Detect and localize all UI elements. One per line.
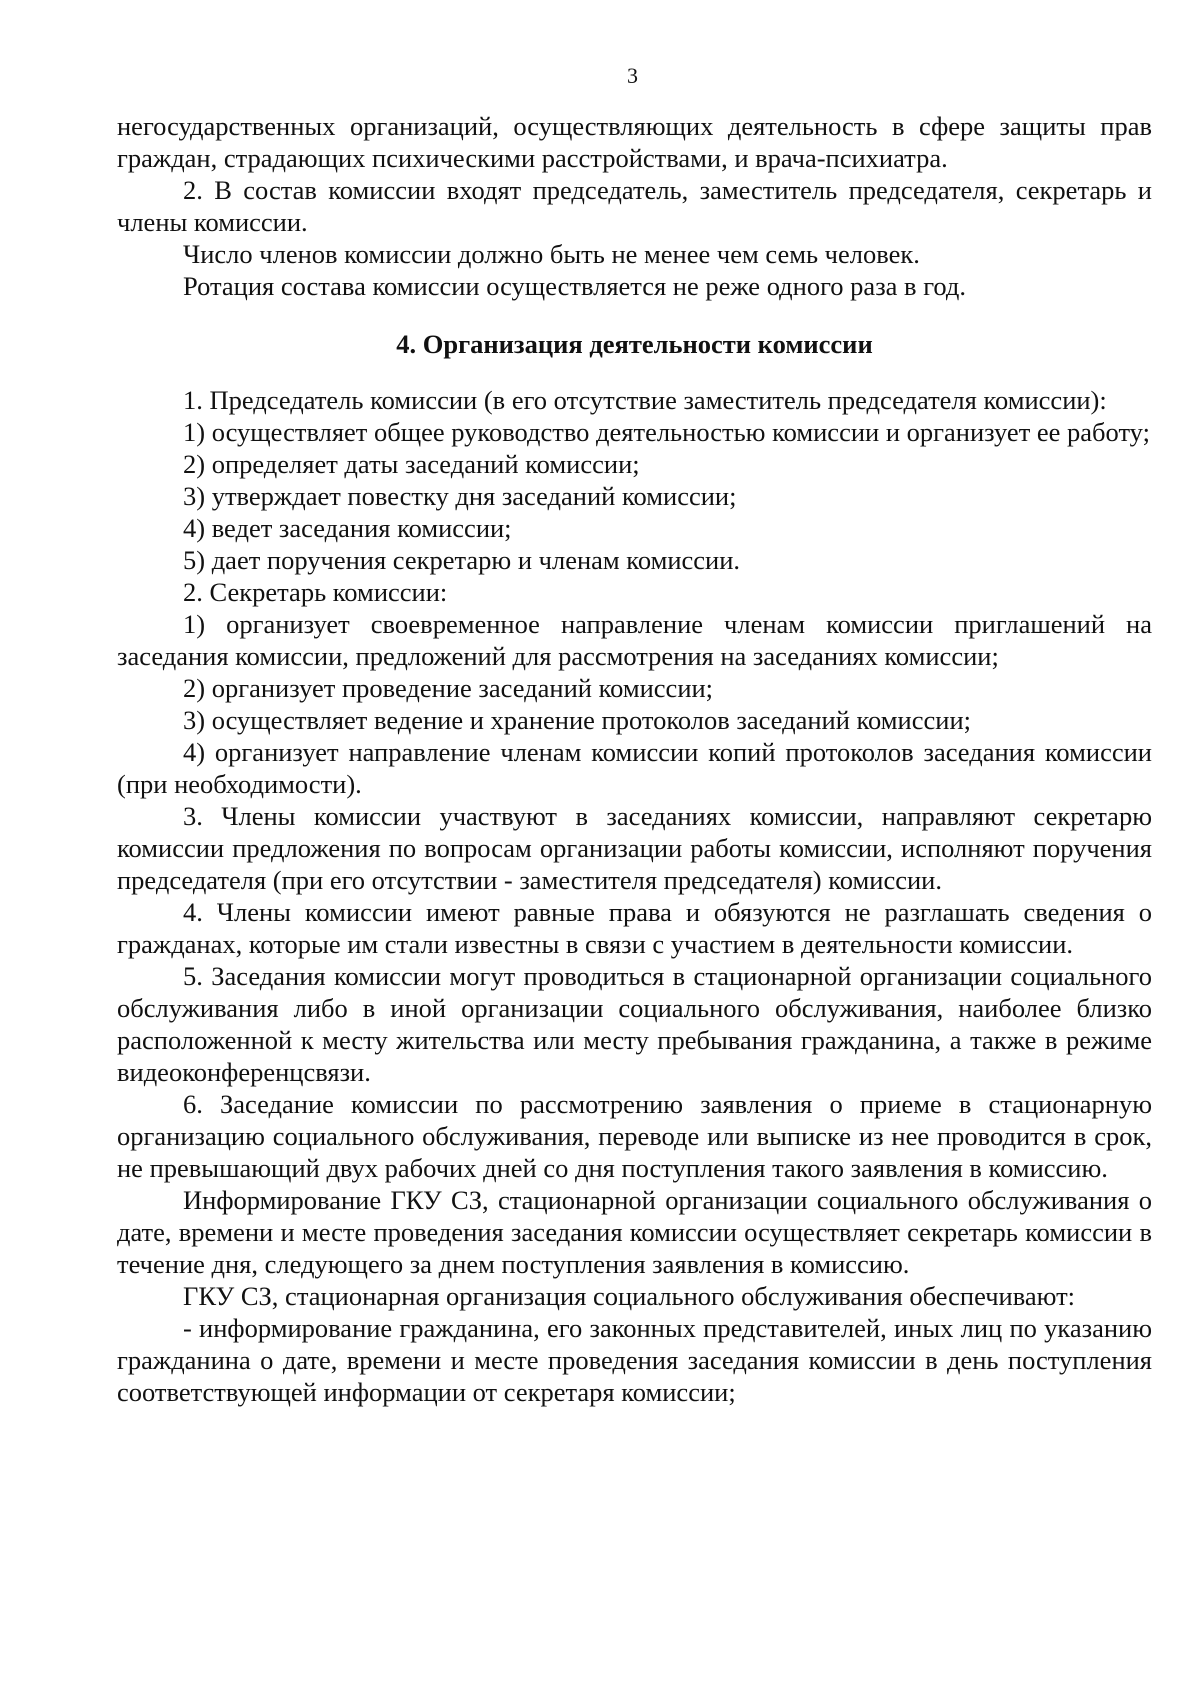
- paragraph-chairman: 1. Председатель комиссии (в его отсутствие заместитель председателя комиссии):: [183, 385, 1107, 415]
- paragraph-members: 3. Члены комиссии участвуют в заседаниях комиссии, направляют секретарю комиссии предложения по вопросам организации работы комиссии, исполняют поручения председателя (при его отсутствии - заместителя председателя) комиссии.: [117, 801, 1152, 895]
- list-item-chairman-4: 4) ведет заседания комиссии;: [183, 513, 512, 543]
- paragraph-meeting-location: 5. Заседания комиссии могут проводиться в стационарной организации социального обслуживания либо в иной организации социального обслуживания, наиболее близко расположенной к месту жительства или месту пребывания гражданина, а также в режиме видеоконференцсвязи.: [117, 961, 1152, 1087]
- list-item-chairman-1: 1) осуществляет общее руководство деятельностью комиссии и организует ее работу;: [183, 417, 1150, 447]
- list-item-chairman-3: 3) утверждает повестку дня заседаний комиссии;: [183, 481, 737, 511]
- paragraph-secretary: 2. Секретарь комиссии:: [183, 577, 448, 607]
- paragraph-provide: ГКУ СЗ, стационарная организация социального обслуживания обеспечивают:: [183, 1281, 1076, 1311]
- list-item-secretary-4: 4) организует направление членам комиссии копий протоколов заседания комиссии (при необходимости).: [117, 737, 1152, 799]
- paragraph-member-count: Число членов комиссии должно быть не менее чем семь человек.: [183, 239, 920, 269]
- page-number: 3: [627, 63, 638, 88]
- list-item-secretary-3: 3) осуществляет ведение и хранение протоколов заседаний комиссии;: [183, 705, 971, 735]
- section-heading: 4. Организация деятельности комиссии: [396, 329, 873, 359]
- list-item-secretary-2: 2) организует проведение заседаний комиссии;: [183, 673, 714, 703]
- paragraph-continuation: негосударственных организаций, осуществляющих деятельность в сфере защиты прав граждан, страдающих психическими расстройствами, и врача-психиатра.: [117, 111, 1152, 173]
- paragraph-rotation: Ротация состава комиссии осуществляется не реже одного раза в год.: [183, 271, 966, 301]
- paragraph-informing: Информирование ГКУ СЗ, стационарной организации социального обслуживания о дате, времени и месте проведения заседания комиссии осуществляет секретарь комиссии в течение дня, следующего за днем поступления заявления в комиссию.: [117, 1185, 1152, 1279]
- list-item-chairman-2: 2) определяет даты заседаний комиссии;: [183, 449, 640, 479]
- document-body: [117, 110, 1152, 1408]
- paragraph-equal-rights: 4. Члены комиссии имеют равные права и обязуются не разглашать сведения о гражданах, которые им стали известны в связи с участием в деятельности комиссии.: [117, 897, 1152, 959]
- paragraph-meeting-term: 6. Заседание комиссии по рассмотрению заявления о приеме в стационарную организацию социального обслуживания, переводе или выписке из нее проводится в срок, не превышающий двух рабочих дней со дня поступления такого заявления в комиссию.: [117, 1089, 1152, 1183]
- list-item-provide-1: - информирование гражданина, его законных представителей, иных лиц по указанию гражданина о дате, времени и месте проведения заседания комиссии в день поступления соответствующей информации от секретаря комиссии;: [117, 1313, 1152, 1407]
- list-item-secretary-1: 1) организует своевременное направление членам комиссии приглашений на заседания комиссии, предложений для рассмотрения на заседаниях комиссии;: [117, 609, 1152, 671]
- list-item-chairman-5: 5) дает поручения секретарю и членам комиссии.: [183, 545, 741, 575]
- paragraph-commission-composition: 2. В состав комиссии входят председатель, заместитель председателя, секретарь и члены комиссии.: [117, 175, 1152, 237]
